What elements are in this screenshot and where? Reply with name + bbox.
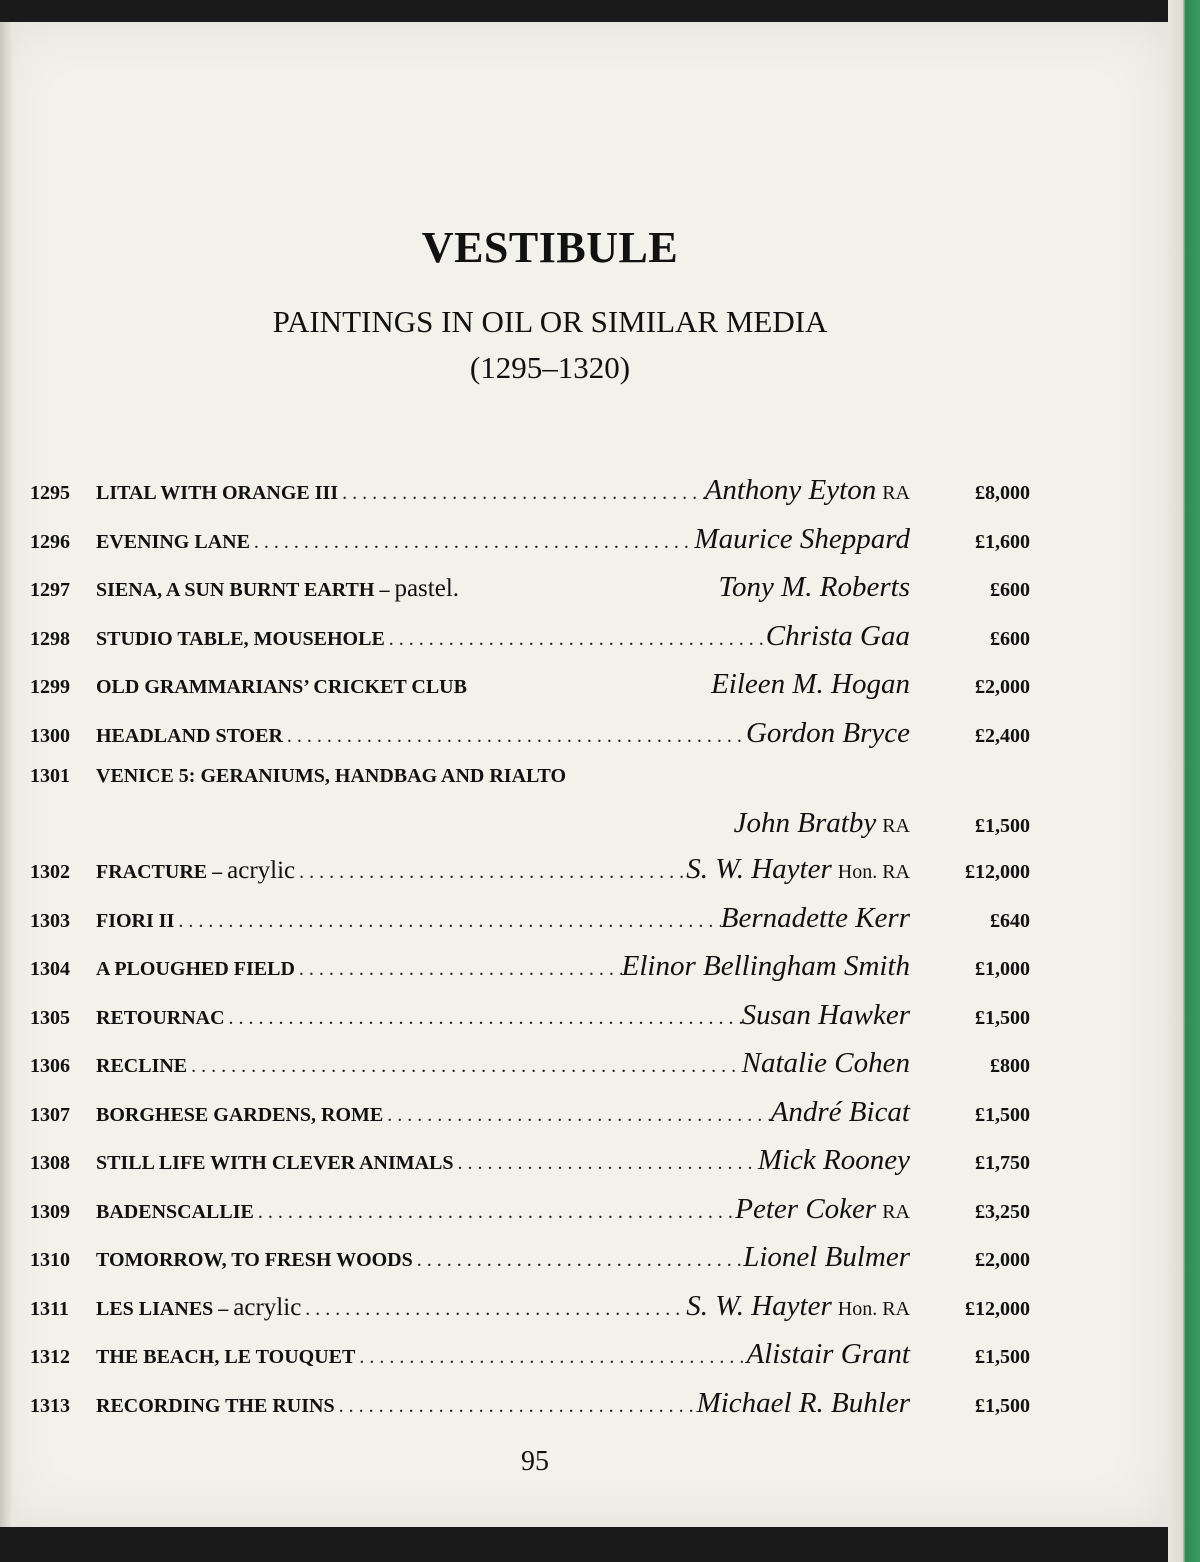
entry-price: £640 [990, 909, 1030, 932]
artist-honours: Hon. RA [837, 1297, 910, 1320]
entry-number: 1311 [30, 1297, 69, 1320]
entry-price: £1,500 [975, 1103, 1030, 1126]
entry-number: 1304 [30, 958, 70, 980]
entry-title: EVENING LANE [96, 530, 250, 553]
entry-price: £8,000 [975, 482, 1030, 504]
entry-artist: Alistair Grant [746, 1338, 910, 1370]
entry-number: 1302 [30, 861, 70, 883]
entry-artist: Eileen M. Hogan [711, 668, 910, 700]
entry-number: 1306 [30, 1055, 70, 1077]
entry-number: 1298 [30, 627, 70, 650]
entry-artist: Elinor Bellingham Smith [621, 950, 910, 982]
entry-title: VENICE 5: GERANIUMS, HANDBAG AND RIALTO [96, 765, 567, 787]
entry-medium: pastel. [394, 575, 460, 602]
entry-price: £3,250 [975, 1200, 1030, 1223]
entry-title: BORGHESE GARDENS, ROME [96, 1103, 384, 1126]
entry-price: £2,000 [975, 1249, 1030, 1271]
entry-title: STILL LIFE WITH CLEVER ANIMALS [96, 1152, 454, 1174]
entry-artist: Mick Rooney [757, 1144, 910, 1176]
entry-number: 1312 [30, 1346, 70, 1368]
entry-artist: Michael R. Buhler [696, 1386, 910, 1419]
entry-artist: Lionel Bulmer [743, 1241, 910, 1273]
leader-dots [413, 1249, 744, 1272]
leader-dots [338, 482, 705, 505]
entry-price: £600 [990, 627, 1030, 650]
entry-artist: John Bratby RA [733, 807, 910, 839]
leader-dots [295, 861, 686, 884]
catalog-entry [30, 853, 1030, 902]
catalog-entry [30, 1387, 1030, 1436]
catalog-entry [30, 1290, 1030, 1339]
catalog-entry [30, 474, 1030, 523]
leader-dots [335, 1395, 697, 1418]
entry-artist: Gordon Bryce [745, 716, 910, 749]
entry-number: 1303 [30, 909, 70, 932]
entry-title: BADENSCALLIE [96, 1200, 254, 1223]
catalog-list [30, 474, 1030, 1435]
artist-honours: RA [882, 482, 910, 504]
entry-number: 1301 [30, 765, 70, 787]
entry-title: LES LIANES – acrylic [96, 1293, 302, 1321]
green-book-edge [1168, 0, 1200, 1562]
entry-number: 1307 [30, 1103, 70, 1126]
entry-title: OLD GRAMMARIANS’ CRICKET CLUB [96, 676, 467, 698]
entry-artist: André Bicat [770, 1095, 910, 1128]
leader-dots [283, 725, 746, 748]
entry-artist: Natalie Cohen [741, 1047, 910, 1079]
entry-artist: Tony M. Roberts [718, 571, 910, 603]
entry-title: HEADLAND STOER [96, 724, 283, 747]
catalog-entry [30, 1193, 1030, 1242]
catalog-entry [30, 902, 1030, 951]
entry-number: 1309 [30, 1200, 70, 1223]
entry-price: £2,000 [975, 676, 1030, 698]
entry-title: SIENA, A SUN BURNT EARTH – pastel. [96, 575, 460, 602]
entry-artist: S. W. Hayter Hon. RA [686, 1289, 910, 1322]
catalog-entry [30, 668, 1030, 717]
entry-artist: Maurice Sheppard [694, 522, 910, 555]
entry-artist: Christa Gaa [765, 619, 910, 652]
leader-dots [295, 958, 622, 981]
leader-dots [454, 1152, 758, 1175]
entry-price: £1,500 [975, 1346, 1030, 1368]
entry-price: £1,500 [975, 1006, 1030, 1029]
entry-number: 1308 [30, 1152, 70, 1174]
entry-title: A PLOUGHED FIELD [96, 958, 295, 980]
catalog-entry [30, 1096, 1030, 1145]
leader-dots [355, 1346, 746, 1369]
catalog-number-range: (1295–1320) [469, 350, 631, 385]
artist-honours: RA [882, 1200, 910, 1223]
entry-number: 1297 [30, 579, 70, 601]
entry-number: 1299 [30, 676, 70, 698]
entry-number: 1305 [30, 1006, 70, 1029]
leader-dots [187, 1055, 742, 1078]
entry-price: £1,500 [975, 815, 1030, 837]
catalog-entry [30, 571, 1030, 620]
catalog-entry-continuation [30, 807, 1030, 853]
leader-dots [250, 531, 695, 554]
entry-number: 1310 [30, 1249, 70, 1271]
entry-title: RETOURNAC [96, 1006, 225, 1029]
entry-title: RECORDING THE RUINS [96, 1394, 335, 1417]
entry-title: FIORI II [96, 909, 175, 932]
entry-price: £2,400 [975, 724, 1030, 747]
entry-title: LITAL WITH ORANGE III [96, 482, 339, 504]
catalog-entry [30, 1047, 1030, 1096]
entry-price: £1,600 [975, 530, 1030, 553]
catalog-entry [30, 1338, 1030, 1387]
section-title: VESTIBULE [421, 223, 679, 272]
entry-number: 1300 [30, 724, 70, 747]
entry-artist: Anthony Eyton RA [704, 474, 910, 506]
section-subtitle: PAINTINGS IN OIL OR SIMILAR MEDIA [272, 304, 828, 339]
catalog-entry [30, 765, 1030, 807]
entry-medium: acrylic [233, 1293, 302, 1321]
entry-title: FRACTURE – acrylic [96, 857, 296, 884]
leader-dots [385, 628, 766, 651]
page-number: 95 [521, 1446, 549, 1477]
entry-price: £1,000 [975, 958, 1030, 980]
artist-honours: Hon. RA [837, 861, 910, 883]
leader-dots [301, 1298, 686, 1321]
catalog-entry [30, 999, 1030, 1048]
entry-title: TOMORROW, TO FRESH WOODS [96, 1249, 413, 1271]
entry-price: £1,500 [975, 1394, 1030, 1417]
catalog-entry [30, 717, 1030, 766]
entry-number: 1296 [30, 530, 70, 553]
entry-medium: acrylic [227, 857, 296, 884]
leader-dots [174, 910, 720, 933]
entry-price: £12,000 [965, 861, 1030, 883]
entry-price: £600 [990, 579, 1030, 601]
leader-dots [225, 1007, 742, 1030]
entry-title: THE BEACH, LE TOUQUET [96, 1346, 356, 1368]
entry-title: RECLINE [96, 1055, 188, 1077]
catalog-entry [30, 950, 1030, 999]
catalog-entry [30, 620, 1030, 669]
entry-price: £12,000 [965, 1297, 1030, 1320]
leader-dots [254, 1201, 735, 1224]
catalog-entry [30, 1241, 1030, 1290]
leader-dots [383, 1104, 770, 1127]
entry-artist: Susan Hawker [741, 998, 910, 1031]
entry-price: £800 [990, 1055, 1030, 1077]
entry-number: 1313 [30, 1394, 70, 1417]
entry-title: STUDIO TABLE, MOUSEHOLE [96, 627, 385, 650]
entry-price: £1,750 [975, 1152, 1030, 1174]
catalog-entry [30, 523, 1030, 572]
artist-honours: RA [882, 815, 910, 837]
entry-artist: Peter Coker RA [735, 1192, 910, 1225]
entry-artist: S. W. Hayter Hon. RA [686, 853, 910, 885]
catalog-entry [30, 1144, 1030, 1193]
entry-number: 1295 [30, 482, 70, 504]
entry-artist: Bernadette Kerr [720, 901, 910, 934]
